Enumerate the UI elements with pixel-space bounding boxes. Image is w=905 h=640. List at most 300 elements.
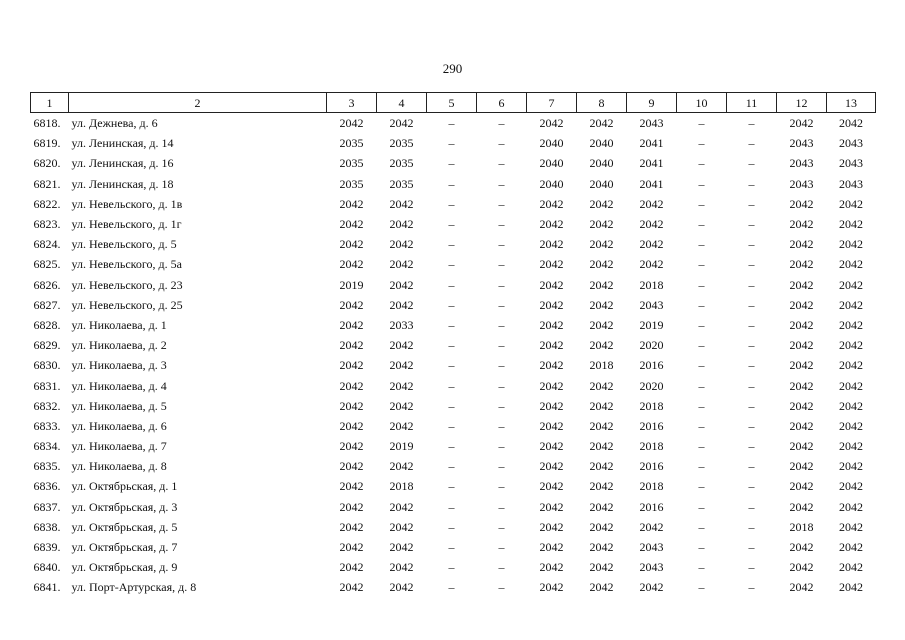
address-cell: ул. Октябрьская, д. 3	[71, 499, 178, 514]
table-row	[31, 436, 876, 456]
year-cell: –	[698, 378, 705, 393]
year-cell: –	[448, 116, 455, 131]
year-cell: –	[448, 237, 455, 252]
year-cell: –	[498, 519, 505, 534]
year-cell: –	[698, 439, 705, 454]
address-cell: ул. Ленинская, д. 18	[71, 176, 174, 191]
column-header-6: 6	[477, 93, 527, 113]
year-cell: 2042	[839, 116, 863, 131]
year-cell: –	[748, 257, 755, 272]
year-cell: 2040	[589, 176, 614, 191]
column-header-11: 11	[727, 93, 777, 113]
year-cell: 2042	[789, 439, 814, 454]
year-cell: 2042	[539, 479, 564, 494]
year-cell: 2042	[389, 459, 414, 474]
year-cell: 2042	[639, 237, 664, 252]
year-cell: –	[498, 418, 505, 433]
year-cell: 2043	[639, 540, 664, 555]
year-cell: 2018	[589, 358, 614, 373]
year-cell: 2042	[389, 418, 414, 433]
year-cell: 2042	[339, 217, 364, 232]
year-cell: 2042	[589, 479, 614, 494]
year-cell: –	[448, 418, 455, 433]
year-cell: 2042	[389, 237, 414, 252]
address-cell: ул. Октябрьская, д. 1	[71, 479, 178, 494]
year-cell: –	[698, 277, 705, 292]
year-cell: 2042	[539, 580, 564, 595]
year-cell: –	[698, 580, 705, 595]
year-cell: 2042	[589, 439, 614, 454]
year-cell: 2042	[339, 540, 364, 555]
table-row	[31, 497, 876, 517]
address-cell: ул. Николаева, д. 3	[71, 358, 167, 373]
year-cell: –	[498, 580, 505, 595]
year-cell: 2042	[639, 257, 664, 272]
year-cell: 2042	[389, 297, 414, 312]
year-cell: –	[498, 297, 505, 312]
year-cell: –	[448, 317, 455, 332]
year-cell: 2042	[389, 560, 414, 575]
row-number: 6840.	[33, 560, 61, 575]
year-cell: 2042	[789, 257, 814, 272]
year-cell: 2042	[339, 297, 364, 312]
year-cell: –	[448, 136, 455, 151]
column-header-10: 10	[677, 93, 727, 113]
year-cell: 2043	[639, 560, 664, 575]
year-cell: –	[448, 479, 455, 494]
table-row	[31, 174, 876, 194]
year-cell: –	[498, 560, 505, 575]
year-cell: 2042	[839, 439, 863, 454]
year-cell: –	[748, 317, 755, 332]
year-cell: 2042	[839, 580, 863, 595]
year-cell: 2042	[389, 257, 414, 272]
column-header-5: 5	[427, 93, 477, 113]
year-cell: 2042	[339, 196, 364, 211]
address-cell: ул. Невельского, д. 23	[71, 277, 183, 292]
year-cell: –	[448, 196, 455, 211]
year-cell: 2042	[339, 459, 364, 474]
table-row	[31, 113, 876, 134]
year-cell: 2043	[639, 116, 664, 131]
year-cell: –	[748, 358, 755, 373]
year-cell: 2020	[639, 378, 664, 393]
year-cell: 2042	[389, 116, 414, 131]
year-cell: 2042	[539, 418, 564, 433]
year-cell: 2042	[339, 560, 364, 575]
year-cell: 2043	[789, 136, 814, 151]
year-cell: –	[748, 176, 755, 191]
year-cell: –	[698, 519, 705, 534]
year-cell: 2042	[589, 317, 614, 332]
year-cell: 2042	[389, 277, 414, 292]
year-cell: 2042	[789, 378, 814, 393]
year-cell: 2041	[639, 136, 664, 151]
year-cell: 2042	[789, 297, 814, 312]
year-cell: –	[448, 257, 455, 272]
table-row	[31, 416, 876, 436]
address-cell: ул. Октябрьская, д. 9	[71, 560, 178, 575]
year-cell: –	[698, 560, 705, 575]
year-cell: 2042	[839, 338, 863, 353]
year-cell: –	[748, 560, 755, 575]
row-number: 6824.	[33, 237, 61, 252]
year-cell: 2042	[589, 217, 614, 232]
year-cell: 2040	[539, 156, 564, 171]
year-cell: –	[748, 297, 755, 312]
year-cell: –	[448, 358, 455, 373]
year-cell: –	[698, 136, 705, 151]
row-number: 6827.	[33, 297, 61, 312]
year-cell: –	[698, 116, 705, 131]
year-cell: 2042	[839, 418, 863, 433]
year-cell: –	[748, 439, 755, 454]
row-number: 6825.	[33, 257, 61, 272]
column-header-12: 12	[777, 93, 827, 113]
year-cell: 2042	[389, 196, 414, 211]
year-cell: 2042	[539, 116, 564, 131]
column-header-4: 4	[377, 93, 427, 113]
row-number: 6820.	[33, 156, 61, 171]
year-cell: –	[448, 540, 455, 555]
year-cell: 2016	[639, 499, 664, 514]
address-cell: ул. Николаева, д. 5	[71, 398, 167, 413]
year-cell: 2042	[339, 257, 364, 272]
year-cell: 2042	[339, 317, 364, 332]
year-cell: 2042	[839, 499, 863, 514]
address-cell: ул. Невельского, д. 5	[71, 237, 177, 252]
year-cell: 2042	[789, 499, 814, 514]
year-cell: 2042	[789, 418, 814, 433]
year-cell: –	[498, 217, 505, 232]
table-row	[31, 355, 876, 375]
year-cell: –	[448, 277, 455, 292]
year-cell: 2042	[789, 237, 814, 252]
row-number: 6826.	[33, 277, 61, 292]
year-cell: 2041	[639, 176, 664, 191]
year-cell: 2042	[339, 237, 364, 252]
year-cell: 2035	[389, 156, 414, 171]
year-cell: –	[748, 156, 755, 171]
year-cell: 2018	[789, 519, 814, 534]
year-cell: 2019	[639, 317, 664, 332]
year-cell: 2042	[839, 540, 863, 555]
year-cell: 2042	[389, 519, 414, 534]
year-cell: –	[498, 338, 505, 353]
schedule-table	[30, 92, 876, 598]
row-number: 6841.	[33, 580, 61, 595]
year-cell: –	[498, 156, 505, 171]
year-cell: 2042	[339, 378, 364, 393]
year-cell: –	[748, 378, 755, 393]
year-cell: 2042	[589, 418, 614, 433]
year-cell: 2042	[839, 459, 863, 474]
table-header	[31, 93, 876, 113]
year-cell: 2042	[539, 317, 564, 332]
year-cell: –	[698, 217, 705, 232]
year-cell: 2043	[789, 156, 814, 171]
year-cell: –	[498, 136, 505, 151]
year-cell: –	[698, 317, 705, 332]
table-row	[31, 335, 876, 355]
year-cell: 2042	[389, 398, 414, 413]
address-cell: ул. Николаева, д. 7	[71, 439, 167, 454]
table-row	[31, 557, 876, 577]
year-cell: 2042	[539, 297, 564, 312]
year-cell: –	[748, 459, 755, 474]
address-cell: ул. Дежнева, д. 6	[71, 116, 158, 131]
year-cell: 2042	[389, 540, 414, 555]
year-cell: 2042	[539, 519, 564, 534]
year-cell: 2042	[389, 378, 414, 393]
year-cell: 2018	[639, 479, 664, 494]
year-cell: –	[698, 156, 705, 171]
year-cell: –	[498, 540, 505, 555]
address-cell: ул. Невельского, д. 25	[71, 297, 183, 312]
column-header-1: 1	[31, 93, 69, 113]
column-header-3: 3	[327, 93, 377, 113]
year-cell: –	[748, 519, 755, 534]
address-cell: ул. Николаева, д. 2	[71, 338, 167, 353]
year-cell: 2042	[839, 237, 863, 252]
year-cell: –	[748, 580, 755, 595]
year-cell: –	[698, 459, 705, 474]
year-cell: –	[698, 176, 705, 191]
table-row	[31, 133, 876, 153]
year-cell: 2043	[789, 176, 814, 191]
year-cell: –	[748, 398, 755, 413]
row-number: 6818.	[33, 116, 61, 131]
year-cell: –	[448, 499, 455, 514]
year-cell: 2042	[339, 338, 364, 353]
year-cell: –	[448, 297, 455, 312]
year-cell: 2035	[339, 176, 364, 191]
year-cell: 2042	[589, 378, 614, 393]
year-cell: 2042	[339, 116, 364, 131]
address-cell: ул. Порт-Артурская, д. 8	[71, 580, 197, 595]
year-cell: 2042	[789, 277, 814, 292]
year-cell: –	[498, 317, 505, 332]
year-cell: –	[698, 418, 705, 433]
year-cell: 2042	[789, 540, 814, 555]
year-cell: –	[448, 560, 455, 575]
year-cell: 2042	[539, 439, 564, 454]
year-cell: 2042	[389, 217, 414, 232]
year-cell: –	[498, 116, 505, 131]
year-cell: 2042	[839, 358, 863, 373]
year-cell: 2042	[789, 479, 814, 494]
year-cell: 2019	[339, 277, 364, 292]
address-cell: ул. Невельского, д. 5а	[71, 257, 182, 272]
year-cell: 2042	[639, 196, 664, 211]
table-row	[31, 375, 876, 395]
year-cell: –	[748, 338, 755, 353]
row-number: 6822.	[33, 196, 61, 211]
table-row	[31, 517, 876, 537]
year-cell: –	[448, 217, 455, 232]
year-cell: –	[748, 217, 755, 232]
year-cell: –	[698, 338, 705, 353]
column-header-9: 9	[627, 93, 677, 113]
year-cell: 2042	[839, 196, 863, 211]
year-cell: 2042	[539, 237, 564, 252]
year-cell: 2016	[639, 358, 664, 373]
year-cell: 2042	[389, 338, 414, 353]
address-cell: ул. Николаева, д. 1	[71, 317, 167, 332]
year-cell: 2042	[339, 479, 364, 494]
year-cell: –	[448, 176, 455, 191]
row-number: 6823.	[33, 217, 61, 232]
year-cell: 2035	[339, 136, 364, 151]
year-cell: 2042	[589, 196, 614, 211]
year-cell: –	[498, 398, 505, 413]
column-header-8: 8	[577, 93, 627, 113]
year-cell: 2042	[539, 358, 564, 373]
year-cell: –	[498, 459, 505, 474]
year-cell: 2035	[389, 136, 414, 151]
year-cell: –	[448, 378, 455, 393]
year-cell: 2043	[839, 156, 863, 171]
year-cell: –	[498, 196, 505, 211]
year-cell: 2042	[789, 459, 814, 474]
year-cell: 2042	[389, 358, 414, 373]
year-cell: 2042	[589, 297, 614, 312]
year-cell: 2042	[789, 116, 814, 131]
year-cell: 2042	[339, 519, 364, 534]
year-cell: 2018	[639, 398, 664, 413]
year-cell: 2042	[339, 439, 364, 454]
year-cell: –	[748, 196, 755, 211]
year-cell: –	[748, 136, 755, 151]
row-number: 6833.	[33, 418, 61, 433]
column-header-2: 2	[69, 93, 327, 113]
year-cell: –	[498, 277, 505, 292]
year-cell: 2042	[589, 519, 614, 534]
table-row	[31, 537, 876, 557]
year-cell: 2042	[589, 560, 614, 575]
year-cell: 2018	[639, 277, 664, 292]
row-number: 6835.	[33, 459, 61, 474]
year-cell: 2016	[639, 459, 664, 474]
table-row	[31, 315, 876, 335]
year-cell: –	[448, 580, 455, 595]
header-row	[31, 93, 876, 113]
address-cell: ул. Ленинская, д. 16	[71, 156, 174, 171]
year-cell: 2042	[539, 459, 564, 474]
row-number: 6830.	[33, 358, 61, 373]
year-cell: 2042	[539, 257, 564, 272]
year-cell: 2042	[539, 217, 564, 232]
year-cell: –	[498, 176, 505, 191]
year-cell: –	[698, 479, 705, 494]
year-cell: 2040	[539, 176, 564, 191]
year-cell: 2042	[339, 418, 364, 433]
year-cell: –	[698, 237, 705, 252]
row-number: 6831.	[33, 378, 61, 393]
year-cell: 2042	[839, 378, 863, 393]
year-cell: –	[448, 519, 455, 534]
year-cell: –	[448, 439, 455, 454]
year-cell: 2042	[389, 499, 414, 514]
year-cell: 2042	[339, 358, 364, 373]
year-cell: –	[698, 257, 705, 272]
row-number: 6834.	[33, 439, 61, 454]
year-cell: –	[698, 499, 705, 514]
year-cell: 2042	[639, 580, 664, 595]
year-cell: 2018	[639, 439, 664, 454]
row-number: 6837.	[33, 499, 61, 514]
year-cell: 2042	[639, 519, 664, 534]
table-row	[31, 214, 876, 234]
table-row	[31, 194, 876, 214]
year-cell: 2042	[539, 499, 564, 514]
year-cell: 2042	[339, 398, 364, 413]
year-cell: 2042	[789, 560, 814, 575]
table-row	[31, 476, 876, 496]
year-cell: 2041	[639, 156, 664, 171]
row-number: 6838.	[33, 519, 61, 534]
table-row	[31, 456, 876, 476]
year-cell: 2042	[639, 217, 664, 232]
address-cell: ул. Октябрьская, д. 7	[71, 540, 178, 555]
year-cell: –	[448, 459, 455, 474]
year-cell: –	[448, 338, 455, 353]
year-cell: –	[698, 297, 705, 312]
year-cell: –	[698, 358, 705, 373]
year-cell: –	[698, 398, 705, 413]
year-cell: 2042	[789, 196, 814, 211]
year-cell: 2033	[389, 317, 414, 332]
year-cell: 2042	[389, 580, 414, 595]
year-cell: 2042	[539, 196, 564, 211]
year-cell: –	[748, 418, 755, 433]
year-cell: 2042	[589, 398, 614, 413]
address-cell: ул. Невельского, д. 1г	[71, 217, 182, 232]
year-cell: 2042	[589, 257, 614, 272]
year-cell: 2042	[539, 338, 564, 353]
year-cell: 2042	[839, 297, 863, 312]
address-cell: ул. Ленинская, д. 14	[71, 136, 174, 151]
year-cell: 2042	[789, 217, 814, 232]
year-cell: –	[748, 237, 755, 252]
table-body	[31, 113, 876, 598]
year-cell: 2040	[539, 136, 564, 151]
year-cell: 2042	[589, 237, 614, 252]
table-row	[31, 153, 876, 173]
year-cell: 2042	[589, 459, 614, 474]
address-cell: ул. Николаева, д. 6	[71, 418, 167, 433]
row-number: 6819.	[33, 136, 61, 151]
year-cell: 2042	[839, 479, 863, 494]
year-cell: 2016	[639, 418, 664, 433]
year-cell: 2042	[789, 580, 814, 595]
year-cell: 2042	[589, 580, 614, 595]
row-number: 6829.	[33, 338, 61, 353]
year-cell: 2040	[589, 136, 614, 151]
year-cell: 2042	[789, 398, 814, 413]
year-cell: –	[748, 540, 755, 555]
year-cell: –	[498, 378, 505, 393]
address-cell: ул. Невельского, д. 1в	[71, 196, 183, 211]
address-cell: ул. Николаева, д. 8	[71, 459, 167, 474]
year-cell: –	[498, 358, 505, 373]
year-cell: 2042	[589, 116, 614, 131]
row-number: 6828.	[33, 317, 61, 332]
year-cell: 2042	[789, 338, 814, 353]
year-cell: –	[498, 499, 505, 514]
year-cell: 2042	[539, 540, 564, 555]
column-header-7: 7	[527, 93, 577, 113]
